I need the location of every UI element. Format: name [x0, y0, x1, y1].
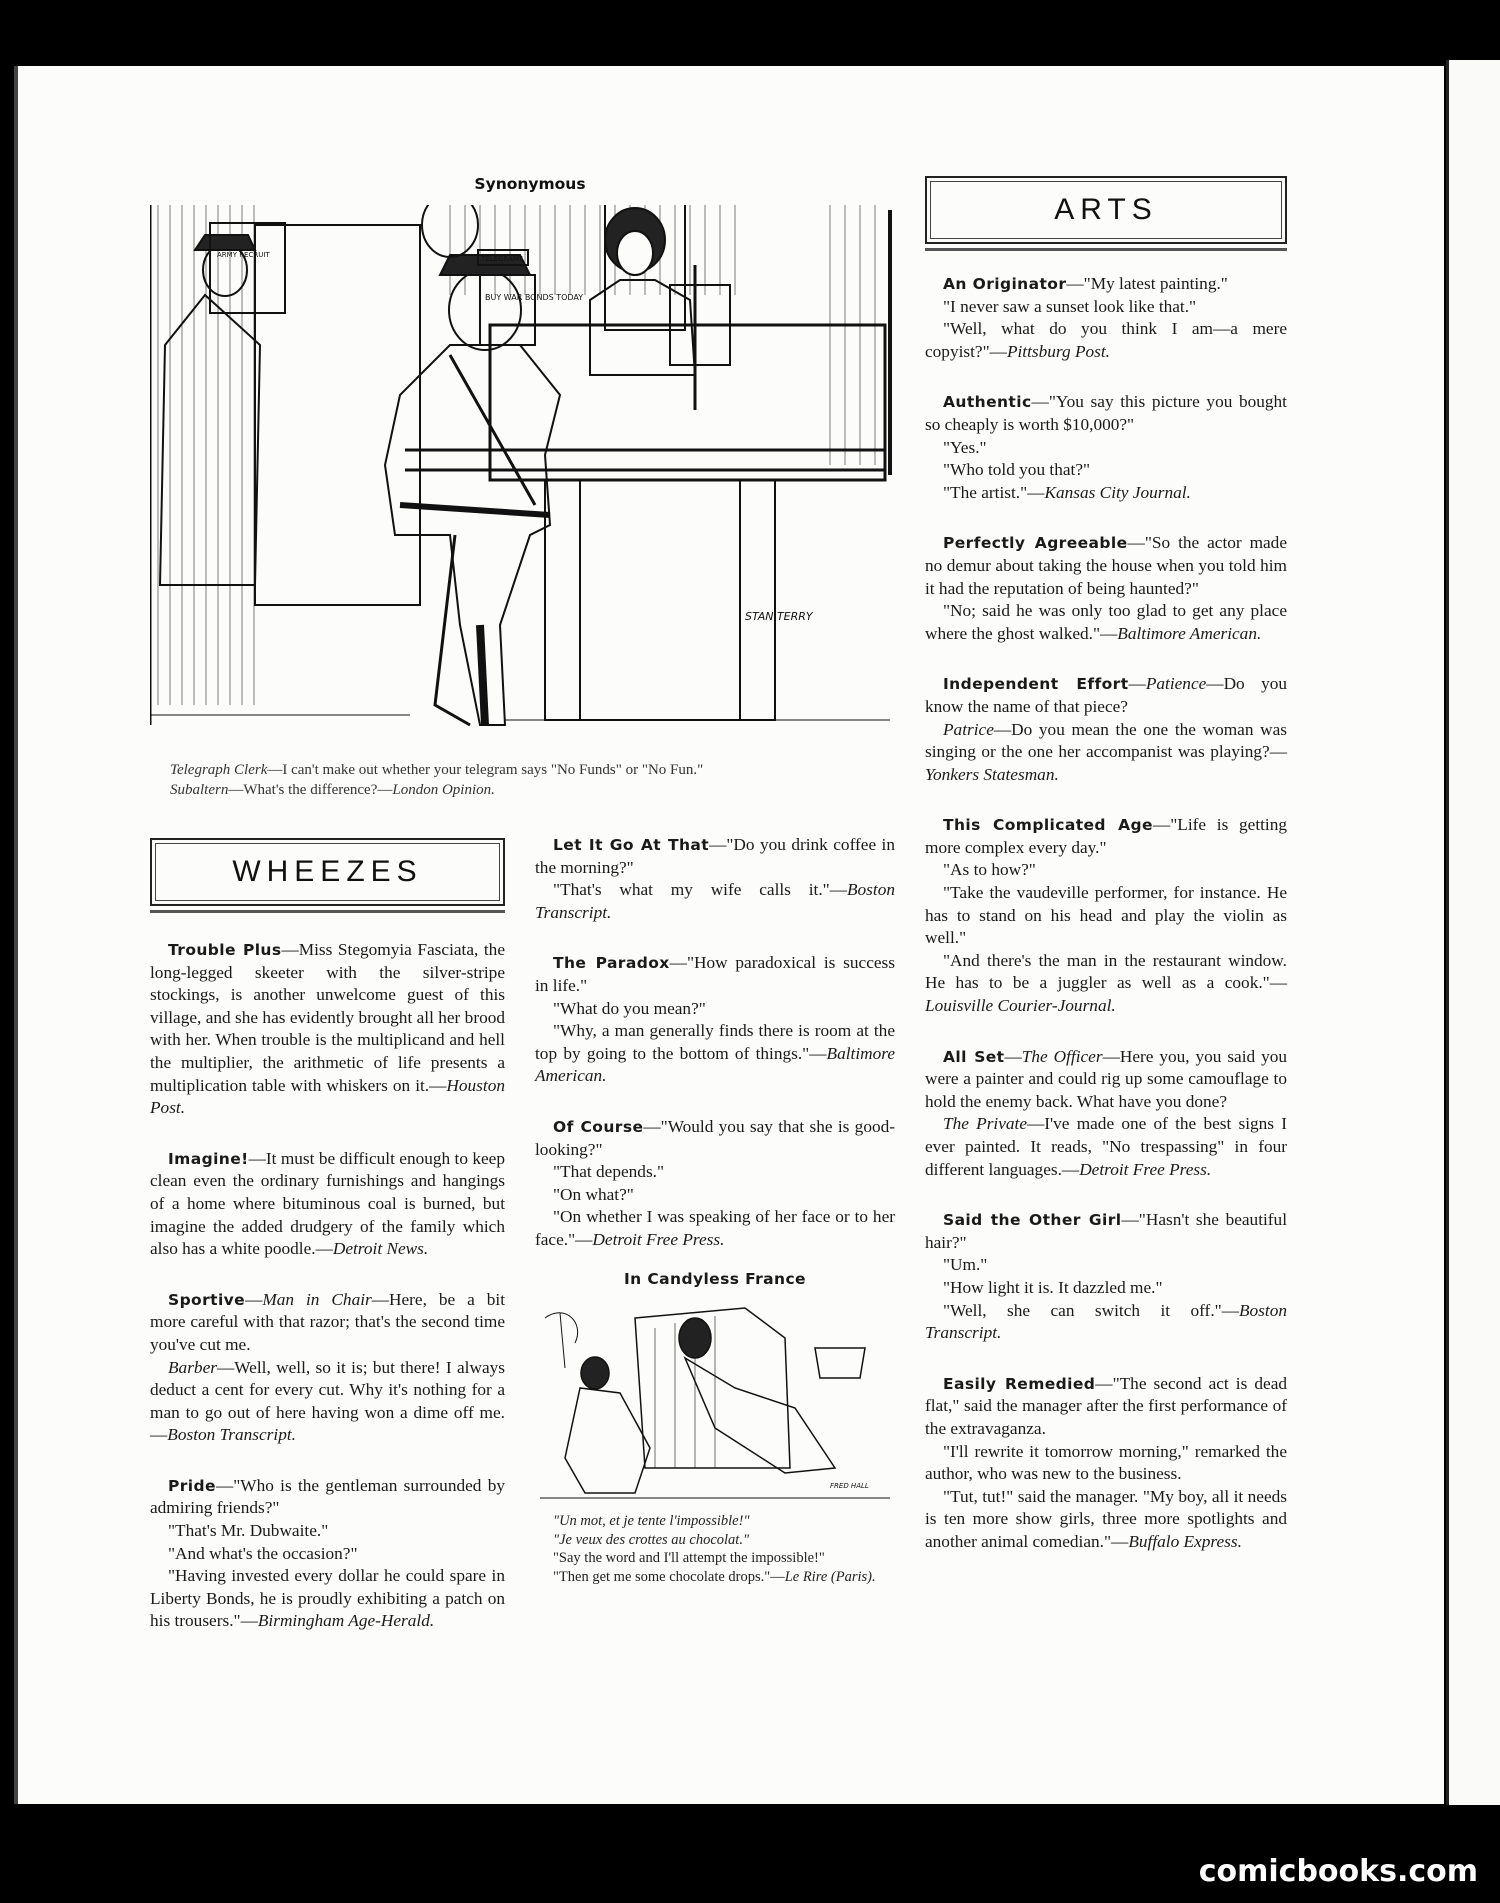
cartoonist-signature: STAN TERRY: [745, 610, 813, 623]
cartoon-title-synonymous: Synonymous: [474, 175, 586, 193]
cartoon2-caption: "Un mot, et je tente l'impossible!" "Je veux des crottes au chocolat." "Say the word and I'll attempt the impossible!" "Then get me some chocolate drops."—Le Rire (Paris).: [553, 1513, 876, 1585]
arts-header: ARTS: [925, 176, 1287, 244]
telegrams-sign: TELEGRAMS: [481, 255, 524, 263]
article-let-it-go: Let It Go At That—"Do you drink coffee in the morning?" "That's what my wife calls it."—Boston Transcript.: [535, 835, 895, 922]
article-imagine: Imagine!—It must be difficult enough to keep clean even the ordinary furnishings and hangings of a home where bituminous coal is burned, but imagine the added drudgery of the family which also has a white poodle.—Detroit News.: [150, 1148, 505, 1259]
article-the-paradox: The Paradox—"How paradoxical is success in life." "What do you mean?" "Why, a man generally finds there is room at the top by going to the bottom of things."—Baltimore American.: [535, 953, 895, 1086]
article-perfectly-agreeable: Perfectly Agreeable—"So the actor made no demur about taking the house when you told him it had the reputation of being haunted?" "No; said he was only too glad to get any place where the ghost walked."—Baltimore American.: [925, 533, 1287, 643]
article-of-course: Of Course—"Would you say that she is good-looking?" "That depends." "On what?" "On whether I was speaking of her face or to her face."—Detroit Free Press.: [535, 1116, 895, 1249]
wheezes-header: WHEEZES: [150, 838, 505, 906]
article-other-girl: Said the Other Girl—"Hasn't she beautiful hair?" "Um." "How light it is. It dazzled me." "Well, she can switch it off."—Boston Transcript.: [925, 1210, 1287, 1343]
article-trouble-plus: Trouble Plus—Miss Stegomyia Fasciata, the long-legged skeeter with the silver-stripe stockings, is another unwelcome guest of this village, and she has evidently brought all her brood with her. When trouble is the multiplicand and hell the multiplier, the arithmetic of life presents a multiplication table with whiskers on it.—Houston Post.: [150, 940, 505, 1118]
article-authentic: Authentic—"You say this picture you bought so cheaply is worth $10,000?" "Yes." "Who told you that?" "The artist."—Kansas City Journal.: [925, 392, 1287, 502]
article-complicated-age: This Complicated Age—"Life is getting more complex every day." "As to how?" "Take the vaudeville performer, for instance. He has to stand on his head and play the violin as well." "And there's the man in the restaurant window. He has to be a juggler as well as a cook."—Louisville Courier-Journal.: [925, 815, 1288, 1016]
article-pride: Pride—"Who is the gentleman surrounded by admiring friends?" "That's Mr. Dubwaite." "And what's the occasion?" "Having invested every dollar he could spare in Liberty Bonds, he is proudly exhibiting a patch on his trousers."—Birmingham Age-Herald.: [150, 1475, 505, 1631]
article-an-originator: An Originator—"My latest painting." "I never saw a sunset look like that." "Well, what do you think I am—a mere copyist?"—Pittsburg Post.: [925, 274, 1287, 361]
cartoon-title-candyless-france: In Candyless France: [624, 1269, 806, 1288]
next-page-edge: [1446, 60, 1500, 1805]
war-bonds-poster: BUY WAR BONDS TODAY: [485, 293, 584, 302]
cartoon2-signature: FRED HALL: [830, 1482, 869, 1491]
article-sportive: Sportive—Man in Chair—Here, be a bit more careful with that razor; that's the second time you've cut me. Barber—Well, well, so it is; but there! I always deduct a cent for every cut. Why it's nothing for a man to go out of here having won a dime off me.—Boston Transcript.: [150, 1289, 505, 1445]
middle-column: [535, 834, 895, 1586]
cartoon-candyless-france: [535, 1298, 895, 1508]
army-notice-sign: ARMY RECRUIT: [217, 251, 270, 259]
arts-column: [925, 176, 1287, 1582]
article-all-set: All Set—The Officer—Here you, you said you were a painter and could rig up some camouflage to hold the enemy back. What have you done? The Private—I've made one of the best signs I ever painted. It reads, "No trespassing" in four different languages.—Detroit Free Press.: [925, 1046, 1288, 1179]
article-easily-remedied: Easily Remedied—"The second act is dead flat," said the manager after the first performance of the extravaganza. "I'll rewrite it tomorrow morning," remarked the author, who was new to the business. "Tut, tut!" said the manager. "My boy, all it needs is ten more show girls, three more spotlights and another animal comedian."—Buffalo Express.: [925, 1373, 1288, 1551]
wheezes-column: [150, 838, 505, 1661]
article-independent-effort: Independent Effort—Patience—Do you know the name of that piece? Patrice—Do you mean the one the woman was singing or the one her accompanist was playing?—Yonkers Statesman.: [925, 674, 1287, 784]
site-watermark: comicbooks.com: [1198, 1854, 1478, 1889]
cartoon-synonymous: [150, 205, 900, 750]
cartoon-caption: Telegraph Clerk—I can't make out whether your telegram says "No Funds" or "No Fun." Subaltern—What's the difference?—London Opinion.: [170, 762, 704, 798]
